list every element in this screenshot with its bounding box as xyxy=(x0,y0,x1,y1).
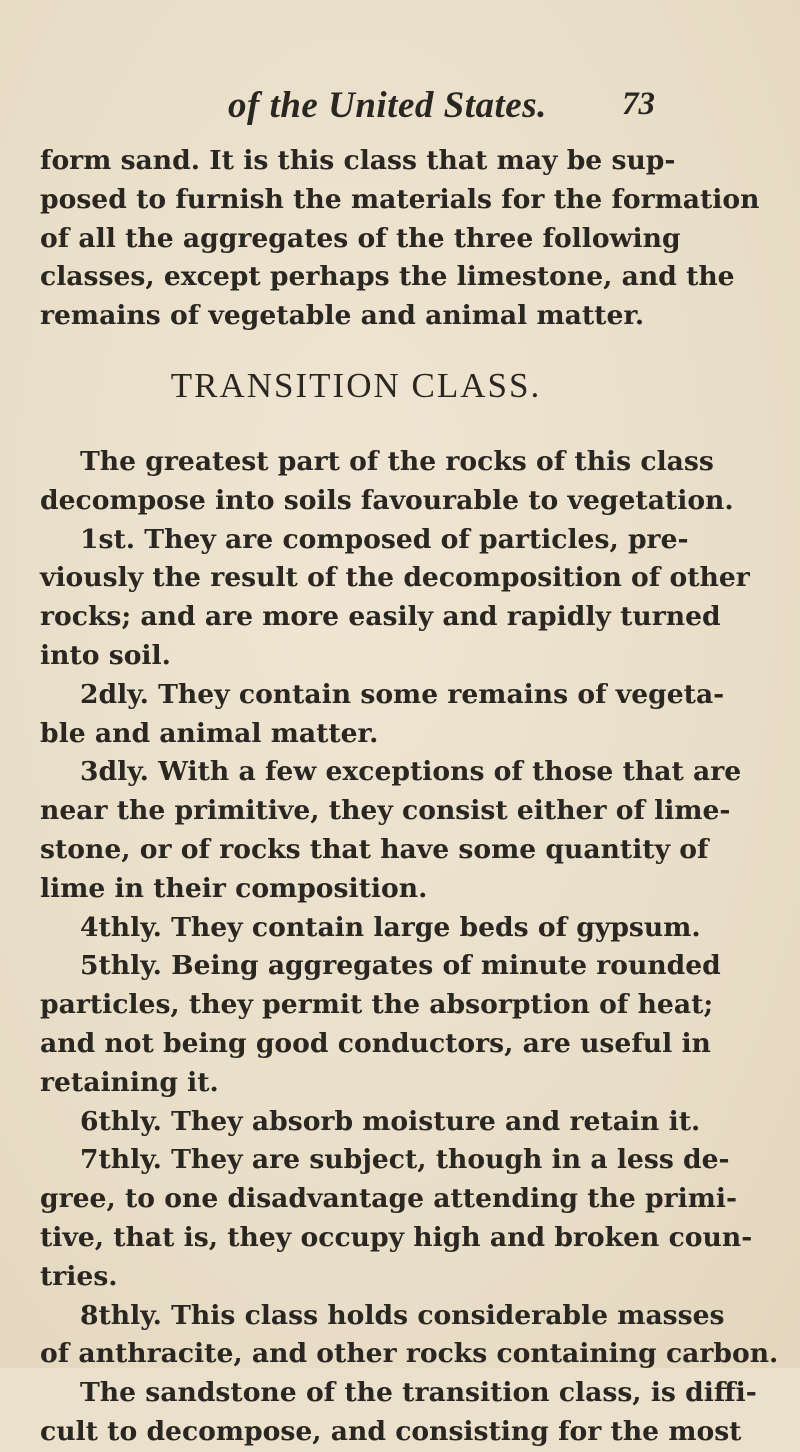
text-line: near the primitive, they consist either of lime- xyxy=(40,795,731,827)
running-head xyxy=(0,84,800,128)
text-line: of all the aggregates of the three following xyxy=(40,222,681,254)
text-line: into soil. xyxy=(40,639,171,671)
text-line: 6thly. They absorb moisture and retain it. xyxy=(80,1105,701,1137)
text-line: ble and animal matter. xyxy=(40,717,379,749)
page-number: 73 xyxy=(622,86,655,122)
text-line: decompose into soils favourable to vegetation. xyxy=(40,484,734,516)
text-line: tive, that is, they occupy high and broken coun- xyxy=(40,1221,753,1253)
text-line: remains of vegetable and animal matter. xyxy=(40,300,645,332)
text-line: 1st. They are composed of particles, pre- xyxy=(80,523,689,555)
text-line: cult to decompose, and consisting for the most xyxy=(40,1415,742,1447)
body-text xyxy=(40,142,779,1452)
text-line: posed to furnish the materials for the formation xyxy=(40,183,760,215)
text-line: The sandstone of the transition class, is diffi- xyxy=(80,1377,757,1409)
text-line: lime in their composition. xyxy=(40,872,428,904)
text-line: of anthracite, and other rocks containing carbon. xyxy=(40,1338,779,1370)
text-line: rocks; and are more easily and rapidly turned xyxy=(40,601,721,633)
text-line: and not being good conductors, are useful in xyxy=(40,1027,711,1059)
text-line: gree, to one disadvantage attending the primi- xyxy=(40,1183,738,1215)
text-line: classes, except perhaps the limestone, and the xyxy=(40,261,735,293)
text-line: form sand. It is this class that may be sup- xyxy=(40,145,676,176)
text-line: 8thly. This class holds considerable masses xyxy=(80,1299,725,1331)
text-line: viously the result of the decomposition of other xyxy=(40,562,750,594)
section-heading: TRANSITION CLASS. xyxy=(170,365,542,405)
text-line: tries. xyxy=(40,1260,118,1292)
text-line: stone, or of rocks that have some quantity of xyxy=(40,833,709,865)
text-line: retaining it. xyxy=(40,1066,219,1098)
text-line: The greatest part of the rocks of this class xyxy=(80,445,714,477)
text-line: particles, they permit the absorption of heat; xyxy=(40,989,714,1021)
text-line: 4thly. They contain large beds of gypsum. xyxy=(80,911,701,943)
text-line: 5thly. Being aggregates of minute rounded xyxy=(80,950,721,982)
text-line: 7thly. They are subject, though in a less de- xyxy=(80,1144,730,1176)
text-line: 3dly. With a few exceptions of those that are xyxy=(80,756,742,788)
text-line: 2dly. They contain some remains of vegeta- xyxy=(80,678,725,710)
running-title: of the United States. xyxy=(228,85,547,126)
